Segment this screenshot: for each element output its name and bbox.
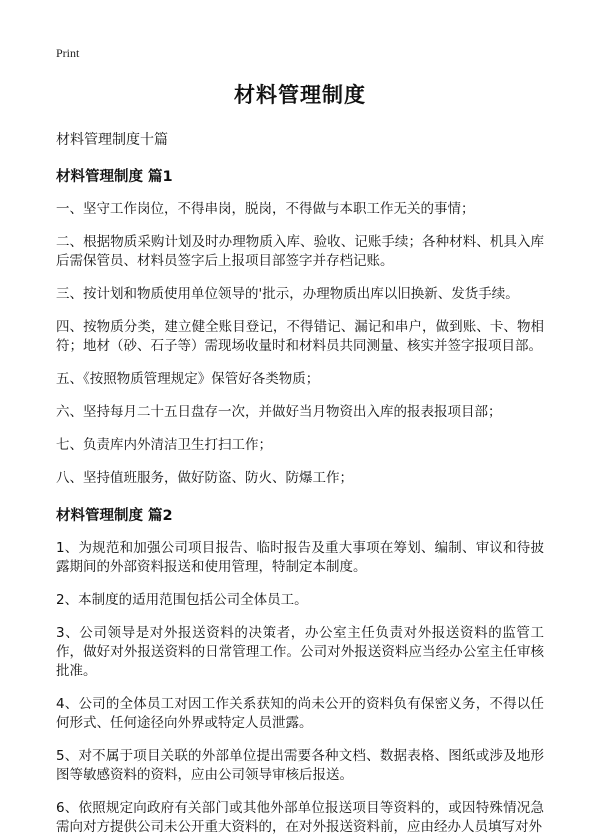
- paragraph: 四、按物质分类，建立健全账目登记，不得错记、漏记和串户，做到账、卡、物相符；地材（砂、石子等）需现场收量时和材料员共同测量、核实并签字报项目部。: [56, 319, 544, 354]
- document-subtitle: 材料管理制度十篇: [56, 132, 168, 148]
- section-heading: 材料管理制度 篇1: [56, 169, 173, 185]
- section-2: [56, 504, 544, 837]
- section-1: [56, 165, 544, 488]
- paragraph: 八、坚持值班服务，做好防盗、防火、防爆工作；: [56, 470, 353, 486]
- paragraph: 二、根据物质采购计划及时办理物质入库、验收、记账手续；各种材料、机具入库后需保管员、材料员签字后上报项目部签字并存档记账。: [56, 234, 544, 269]
- paragraph: 5、对不属于项目关联的外部单位提出需要各种文档、数据表格、图纸或涉及地形图等敏感资料的资料，应由公司领导审核后报送。: [56, 748, 544, 783]
- paragraph: 6、依照规定向政府有关部门或其他外部单位报送项目等资料的，或因特殊情况急需向对方提供公司未公开重大资料的，在对外报送资料前，应由经办人员填写对外: [56, 800, 544, 835]
- paragraph: 七、负责库内外清洁卫生打扫工作；: [56, 437, 272, 453]
- paragraph: 3、公司领导是对外报送资料的决策者，办公室主任负责对外报送资料的监管工作，做好对外报送资料的日常管理工作。公司对外报送资料应当经办公室主任审核批准。: [56, 625, 544, 679]
- paragraph: 1、为规范和加强公司项目报告、临时报告及重大事项在筹划、编制、审议和待披露期间的外部资料报送和使用管理，特制定本制度。: [56, 540, 544, 575]
- paragraph: 4、公司的全体员工对因工作关系获知的尚未公开的资料负有保密义务，不得以任何形式、任何途径向外界或特定人员泄露。: [56, 696, 544, 731]
- paragraph: 三、按计划和物质使用单位领导的'批示，办理物质出库以旧换新、发货手续。: [56, 286, 519, 302]
- paragraph: 2、本制度的适用范围包括公司全体员工。: [56, 592, 308, 608]
- document-title: 材料管理制度: [234, 83, 366, 107]
- paragraph: 六、坚持每月二十五日盘存一次，并做好当月物资出入库的报表报项目部；: [56, 404, 502, 420]
- paragraph: 一、坚守工作岗位，不得串岗，脱岗，不得做与本职工作无关的事情；: [56, 201, 475, 217]
- paragraph: 五、《按照物质管理规定》保管好各类物质；: [56, 371, 320, 387]
- section-heading: 材料管理制度 篇2: [56, 508, 173, 524]
- print-label: Print: [56, 46, 80, 60]
